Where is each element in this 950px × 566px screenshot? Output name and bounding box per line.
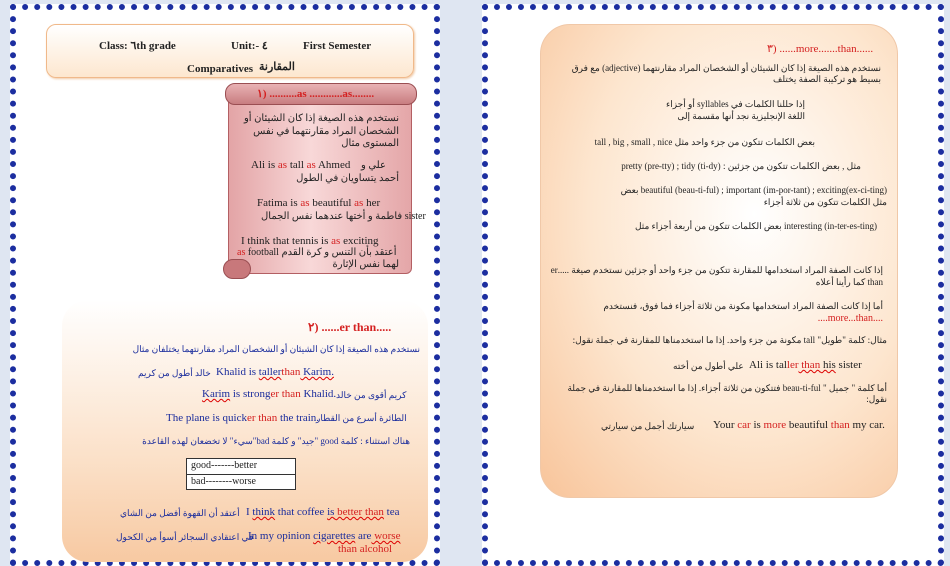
more-example-1-ar: علي أطول من أخته [673, 361, 744, 371]
er-example-2: Karim is stronger than Khalid. [202, 388, 337, 400]
as-example-1: Ali is as tall as Ahmed [251, 159, 351, 171]
as-example-1-ar: أحمد يتساويان في الطول [296, 173, 399, 184]
er-example-5-line2: than alcohol [338, 543, 393, 555]
more-than-heading: ٣) ......more.......than...... [767, 43, 874, 55]
paragraph-4: مثل , بعض الكلمات تتكون من جزئين : pretty (pre-tty) ; tidy (ti-dy) [621, 161, 861, 171]
paragraph-7b: than كما رأينا أعلاه [815, 277, 883, 287]
paragraph-8a: أما إذا كانت الصفة المراد استخدامها مكونة من ثلاثة أجزاء فما فوق، فنستخدم [603, 301, 883, 311]
er-than-box [62, 300, 428, 562]
paragraph-10: أما كلمة " جميل " beau-ti-ful فتتكون من ثلاثة أجزاء. إذا ما استخدمناها للمقارنة في جملة نقول: [567, 383, 887, 405]
table-cell: bad--------worse [187, 474, 296, 490]
more-example-2: Your car is more beautiful than my car. [713, 419, 885, 431]
er-example-4-ar: أعتقد أن القهوة أفضل من الشاي [120, 508, 240, 518]
paragraph-7a: إذا كانت الصفة المراد استخدامها للمقارنة تتكون من جزء واحد أو جزئين نستخدم صيغة .....er [550, 265, 883, 275]
as-example-2: Fatima is as beautiful as her [257, 197, 381, 209]
paragraph-6: interesting (in-ter-es-ting) بعض الكلمات تتكون من أربعة أجزاء مثل [634, 221, 877, 231]
exception-note: هناك استثناء : كلمة good "جيد" و كلمة bad"سيء" لا تخضعان لهذه القاعدة [142, 436, 410, 446]
er-example-1-ar: خالد أطول من كريم [138, 368, 211, 378]
er-than-desc: نستخدم هذه الصيغة إذا كان الشيئان أو الشخصان المراد مقارنتهما يختلفان مثال [132, 344, 420, 354]
topic-en: Comparatives [187, 63, 253, 75]
as-as-desc: نستخدم هذه الصيغة إذا كان الشيئان أو الشخصان المراد مقارنتهما في نفس المستوى مثال [243, 113, 399, 149]
paragraph-5b: مثل الكلمات تتكون من ثلاثة أجزاء [763, 197, 887, 207]
er-example-5: In my opinion cigarettes are worse [248, 530, 401, 542]
paragraph-8b: ....more...than.... [817, 313, 883, 324]
as-example-3: I think that tennis is as exciting [241, 235, 379, 247]
er-example-5-ar: في اعتقادي السجائر أسوأ من الكحول [116, 532, 254, 542]
more-example-2-ar: سيارتك أجمل من سيارتي [601, 421, 695, 431]
paragraph-2b: اللغة الإنجليزية نجد أنها مقسمة إلى [677, 111, 805, 121]
as-example-2-ar: فاطمة و أختها عندهما نفس الجمال sister [261, 211, 426, 222]
more-than-box [540, 24, 898, 498]
as-as-heading: ١) ..........as ............as........ [257, 88, 375, 100]
er-example-4: I think that coffee is better than tea [246, 506, 400, 518]
paragraph-2a: إذا حللنا الكلمات في syllables أو أجزاء [665, 99, 805, 109]
paragraph-9: مثال: كلمة "طويل" tall مكونة من جزء واحد. إذا ما استخدمناها للمقارنة في جملة نقول: [572, 335, 887, 345]
good-bad-table [186, 458, 296, 490]
paragraph-3: بعض الكلمات تتكون من جزء واحد مثل tall , big , small , nice [594, 137, 815, 147]
er-example-3: The plane is quicker than the train. [166, 412, 320, 424]
class-label: Class: ٦th grade [99, 40, 176, 52]
as-as-box [228, 86, 426, 274]
er-example-3-ar: الطائرة أسرع من القطار [316, 413, 407, 423]
as-example-3-ar-2: لهما نفس الإثارة [332, 259, 399, 270]
as-example-1-ar-pre: علي و [361, 160, 386, 171]
unit-label: Unit:- ٤ [231, 40, 268, 52]
paragraph-1: نستخدم هذه الصيغة إذا كان الشيئان أو الشخصان المراد مقارنتهما (adjective) مع فرق بسيط هو تركيبة الصفة يختلف [571, 63, 881, 85]
semester-label: First Semester [303, 40, 372, 52]
paragraph-5a: beautiful (beau-ti-ful) ; important (im-por-tant) ; exciting(ex-ci-ting) بعض [620, 185, 887, 195]
table-cell: good-------better [187, 459, 296, 475]
er-example-2-ar: كريم أقوى من خالد [336, 390, 407, 400]
topic-ar: المقارنة [259, 61, 295, 73]
er-than-heading: ٢) ......er than..... [308, 320, 392, 334]
header-box [46, 24, 414, 78]
er-example-1: Khalid is tallerthan Karim. [216, 366, 334, 378]
more-example-1: Ali is taller than his sister [749, 359, 862, 371]
as-example-3-ar-1: as football أعتقد بأن التنس و كرة القدم [237, 247, 397, 258]
